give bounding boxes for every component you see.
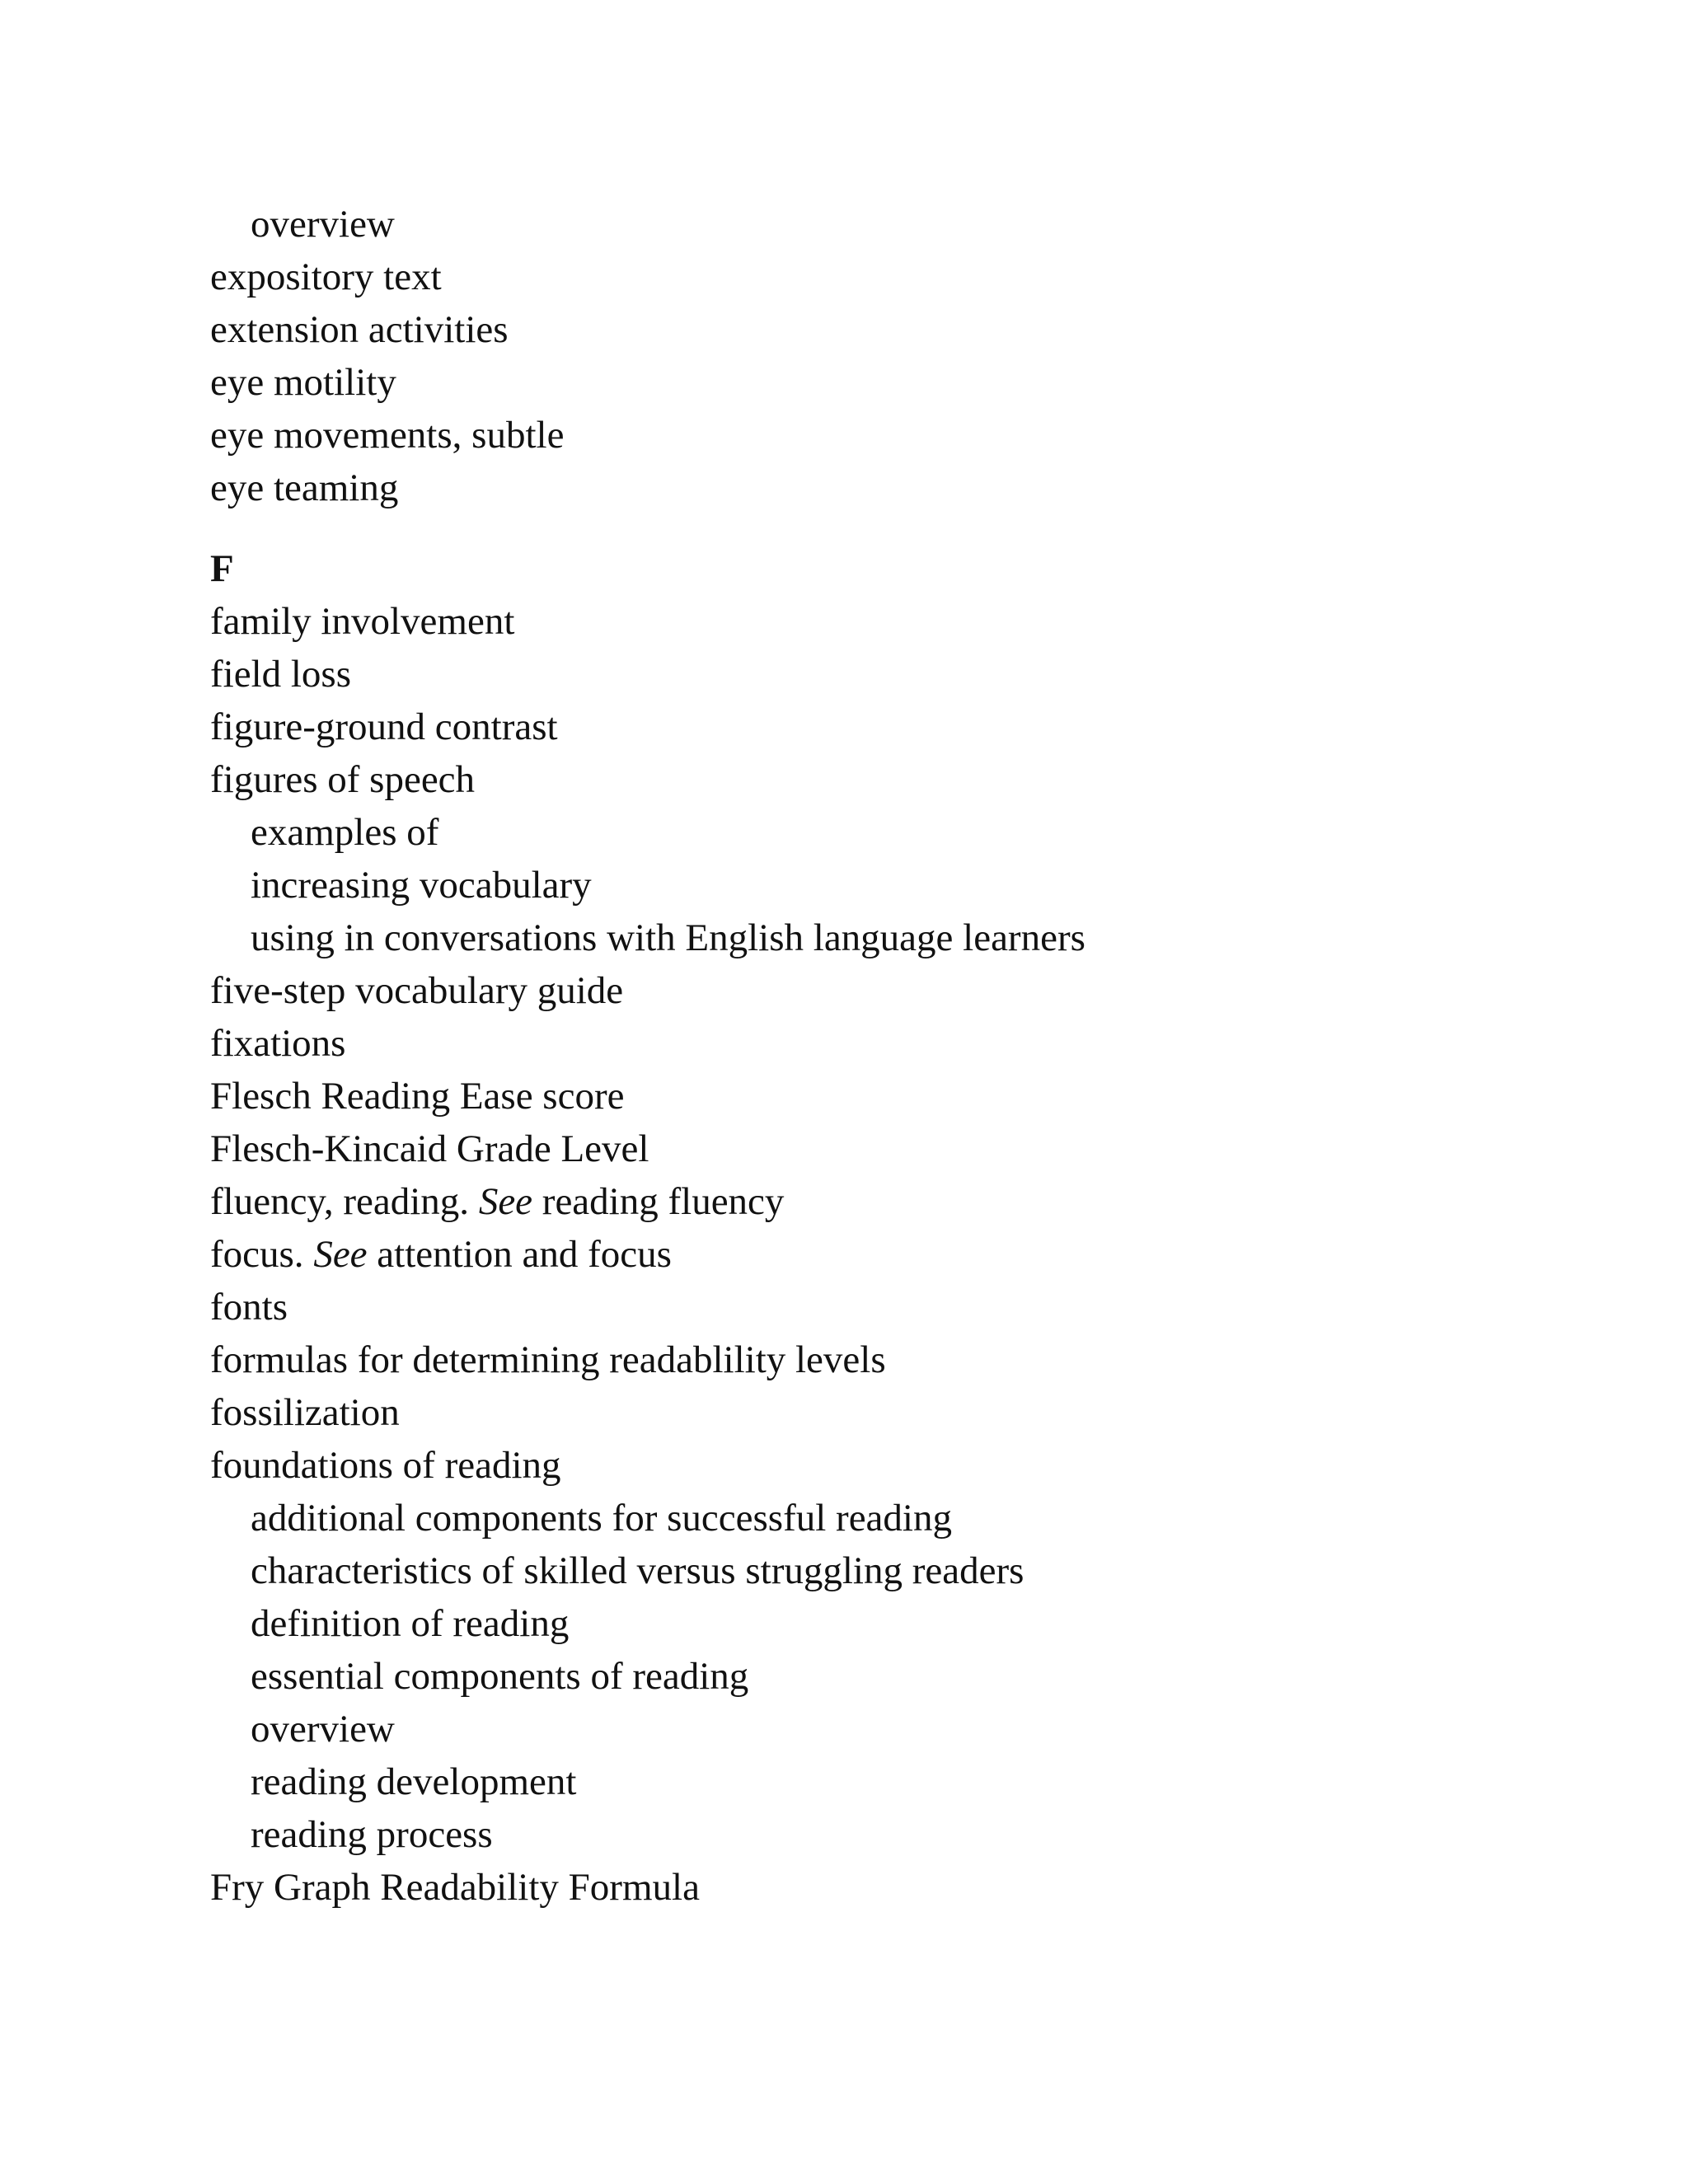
index-entry: fixations	[210, 1022, 346, 1065]
index-entry: eye motility	[210, 361, 396, 404]
index-subentry: using in conversations with English language learners	[251, 916, 1085, 959]
index-subentry: reading development	[251, 1760, 577, 1803]
index-term: focus.	[210, 1233, 304, 1276]
index-entry: field loss	[210, 653, 352, 696]
index-entry-cross-reference	[210, 1231, 672, 1277]
index-subentry: definition of reading	[251, 1602, 570, 1645]
index-term: fluency, reading.	[210, 1180, 470, 1223]
index-subentry: essential components of reading	[251, 1655, 749, 1698]
index-subentry: additional components for successful reading	[251, 1497, 952, 1540]
index-entry: family involvement	[210, 600, 515, 643]
index-entry: expository text	[210, 255, 442, 298]
index-subentry: reading process	[251, 1813, 493, 1856]
index-subentry: examples of	[251, 811, 439, 854]
index-entry: five-step vocabulary guide	[210, 969, 624, 1012]
index-entry: figure-ground contrast	[210, 705, 558, 748]
index-subentry: increasing vocabulary	[251, 864, 592, 907]
index-subentry: overview	[251, 203, 395, 246]
index-subentry: overview	[251, 1708, 395, 1750]
index-entry: figures of speech	[210, 758, 476, 801]
see-label: See	[478, 1180, 533, 1223]
see-target: attention and focus	[377, 1233, 672, 1276]
see-label: See	[313, 1233, 368, 1276]
index-entry: eye teaming	[210, 466, 399, 509]
index-entry: Fry Graph Readability Formula	[210, 1866, 700, 1909]
index-entry: Flesch-Kincaid Grade Level	[210, 1127, 649, 1170]
index-entry-cross-reference	[210, 1179, 784, 1225]
index-entry: formulas for determining readablility levels	[210, 1338, 886, 1381]
index-entry: fonts	[210, 1286, 288, 1329]
section-letter-heading: F	[210, 547, 234, 590]
index-entry: extension activities	[210, 308, 509, 351]
index-entry: foundations of reading	[210, 1444, 561, 1487]
index-entry: fossilization	[210, 1391, 400, 1434]
index-entry: Flesch Reading Ease score	[210, 1075, 625, 1118]
see-target: reading fluency	[542, 1180, 785, 1223]
index-subentry: characteristics of skilled versus struggling readers	[251, 1549, 1025, 1592]
index-entry: eye movements, subtle	[210, 414, 565, 457]
